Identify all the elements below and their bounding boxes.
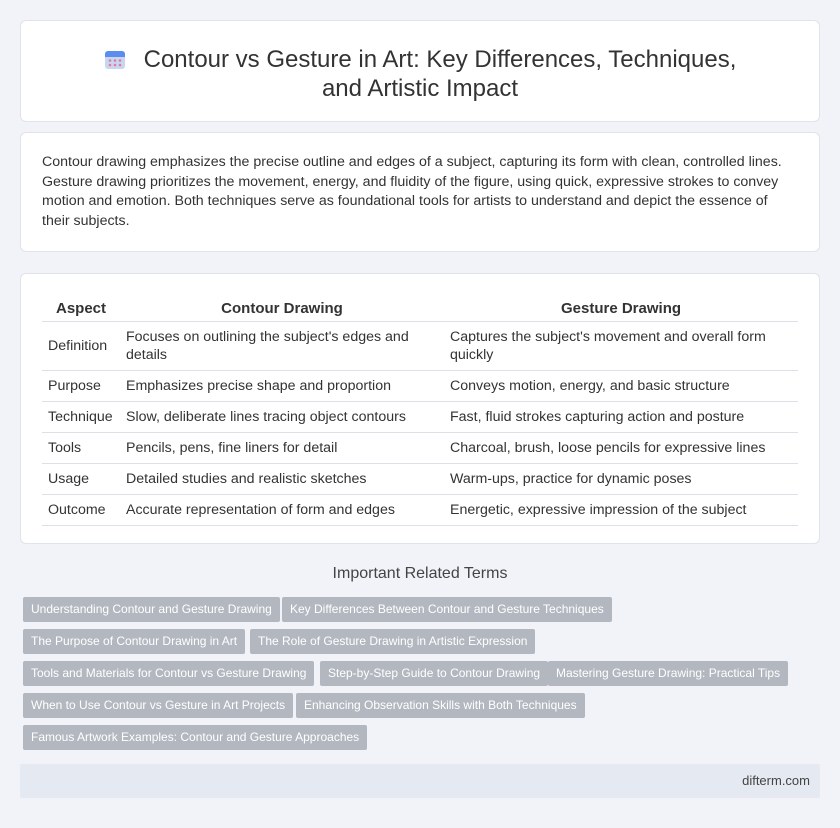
cell-gesture: Conveys motion, energy, and basic structure bbox=[444, 370, 798, 401]
footer bbox=[20, 764, 820, 798]
comparison-card bbox=[20, 273, 820, 544]
related-term-tag[interactable]: Understanding Contour and Gesture Drawing bbox=[23, 597, 280, 622]
page-title-text: Contour vs Gesture in Art: Key Differences, Techniques, and Artistic Impact bbox=[143, 46, 737, 102]
cell-aspect: Technique bbox=[42, 401, 120, 432]
cell-aspect: Outcome bbox=[42, 494, 120, 525]
footer-site: difterm.com bbox=[742, 773, 810, 788]
cell-gesture: Fast, fluid strokes capturing action and posture bbox=[444, 401, 798, 432]
table-row bbox=[42, 401, 798, 432]
cell-gesture: Charcoal, brush, loose pencils for expressive lines bbox=[444, 432, 798, 463]
related-term-tag[interactable]: Step-by-Step Guide to Contour Drawing bbox=[320, 661, 548, 686]
related-term-tag[interactable]: The Purpose of Contour Drawing in Art bbox=[23, 629, 245, 654]
cell-aspect: Purpose bbox=[42, 370, 120, 401]
calendar-icon bbox=[104, 48, 126, 70]
header-aspect: Aspect bbox=[42, 295, 120, 321]
cell-contour: Focuses on outlining the subject's edges and details bbox=[120, 321, 444, 370]
table-row bbox=[42, 370, 798, 401]
related-term-tag[interactable]: Enhancing Observation Skills with Both Techniques bbox=[296, 693, 585, 718]
table-row bbox=[42, 432, 798, 463]
related-term-tag[interactable]: The Role of Gesture Drawing in Artistic Expression bbox=[250, 629, 535, 654]
cell-contour: Detailed studies and realistic sketches bbox=[120, 463, 444, 494]
table-row bbox=[42, 494, 798, 525]
header-contour: Contour Drawing bbox=[120, 295, 444, 321]
cell-gesture: Energetic, expressive impression of the subject bbox=[444, 494, 798, 525]
cell-aspect: Tools bbox=[42, 432, 120, 463]
cell-contour: Pencils, pens, fine liners for detail bbox=[120, 432, 444, 463]
cell-contour: Accurate representation of form and edges bbox=[120, 494, 444, 525]
cell-contour: Slow, deliberate lines tracing object contours bbox=[120, 401, 444, 432]
page-title bbox=[81, 45, 759, 103]
related-term-tag[interactable]: Tools and Materials for Contour vs Gesture Drawing bbox=[23, 661, 314, 686]
header-gesture: Gesture Drawing bbox=[444, 295, 798, 321]
table-header-row bbox=[42, 295, 798, 321]
related-term-tag[interactable]: Mastering Gesture Drawing: Practical Tips bbox=[548, 661, 788, 686]
cell-gesture: Warm-ups, practice for dynamic poses bbox=[444, 463, 798, 494]
header-card bbox=[20, 20, 820, 122]
cell-aspect: Usage bbox=[42, 463, 120, 494]
table-row bbox=[42, 463, 798, 494]
intro-paragraph: Contour drawing emphasizes the precise outline and edges of a subject, capturing its form with clean, controlled lines. Gesture drawing prioritizes the movement, energy, and fluidity of the figure, using quick, expressive strokes to convey motion and emotion. Both techniques serve as foundational tools for artists to understand and depict the essence of their subjects. bbox=[42, 154, 782, 229]
cell-aspect: Definition bbox=[42, 321, 120, 370]
related-terms-title: Important Related Terms bbox=[332, 565, 508, 582]
related-term-tag[interactable]: Famous Artwork Examples: Contour and Gesture Approaches bbox=[23, 725, 367, 750]
intro-card bbox=[20, 132, 820, 252]
cell-gesture: Captures the subject's movement and overall form quickly bbox=[444, 321, 798, 370]
related-term-tag[interactable]: When to Use Contour vs Gesture in Art Projects bbox=[23, 693, 293, 718]
cell-contour: Emphasizes precise shape and proportion bbox=[120, 370, 444, 401]
comparison-table bbox=[42, 295, 798, 526]
related-term-tag[interactable]: Key Differences Between Contour and Gesture Techniques bbox=[282, 597, 612, 622]
table-row bbox=[42, 321, 798, 370]
